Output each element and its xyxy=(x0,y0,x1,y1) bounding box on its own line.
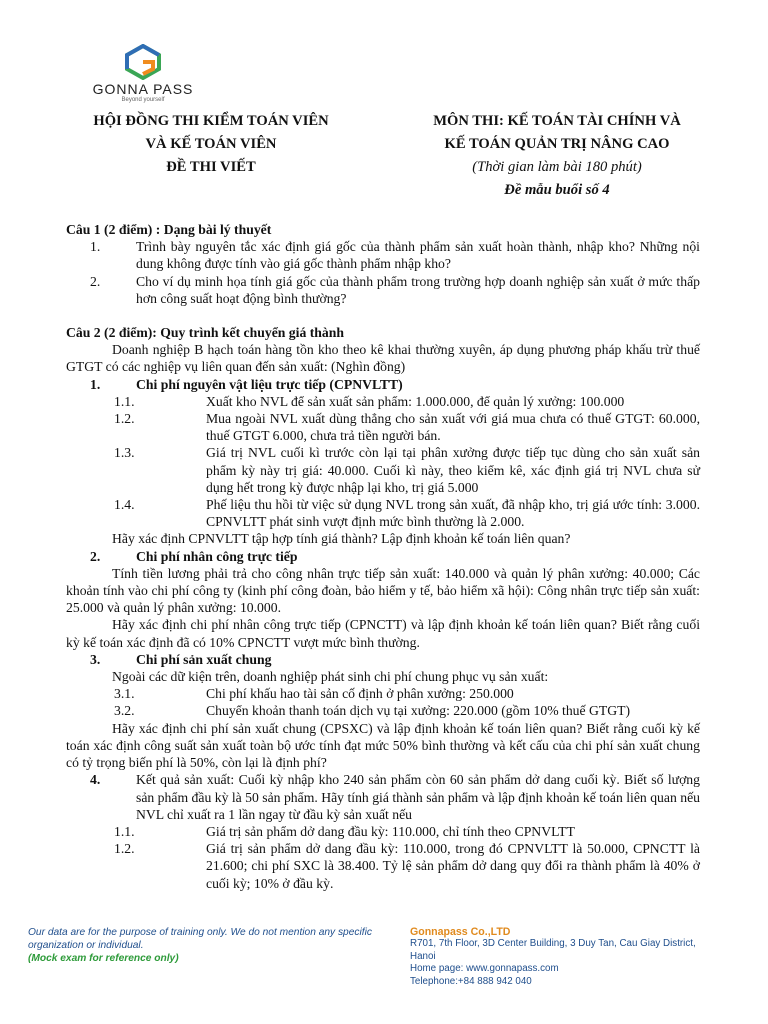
s4-item-text: Giá trị sản phẩm dở dang đầu kỳ: 110.000, trong đó CPNVLTT là 50.000, CPNCTT là 21.600; chi phí SXC là 38.400. Tỷ lệ sản phẩm dở dang quy đổi ra thành phẩm là 40% ở cuối kỳ; 10% ở đầu kỳ. xyxy=(206,841,700,891)
question-1-title: Câu 1 (2 điểm) : Dạng bài lý thuyết xyxy=(66,222,272,237)
s3-paragraph-1: Ngoài các dữ kiện trên, doanh nghiệp phát sinh chi phí chung phục vụ sản xuất: xyxy=(112,669,549,685)
council-title-line2: VÀ KẾ TOÁN VIÊN xyxy=(145,136,277,152)
s4-item-text: Giá trị sản phẩm dở dang đầu kỳ: 110.000, chỉ tính theo CPNVLTT xyxy=(206,823,575,839)
s3-item xyxy=(66,685,700,702)
company-name: Gonnapass Co.,LTD xyxy=(410,926,511,938)
section-title: Chi phí sản xuất chung xyxy=(136,651,272,667)
s4-text: Kết quả sản xuất: Cuối kỳ nhập kho 240 sản phẩm còn 60 sản phẩm dở dang cuối kỳ. Biết số lượng sản phẩm đầu kỳ là 50 sản phẩm. Hãy tính giá thành sản phẩm và lập định khoản kế toán liên quan nếu NVL chỉ xuất ra 1 lần ngay từ đầu kỳ sản xuất nếu xyxy=(136,772,700,822)
brand-name: GONNA PASS xyxy=(92,81,194,97)
s4-item xyxy=(66,840,700,892)
q1-item-number: 2. xyxy=(90,273,101,289)
s1-item xyxy=(66,410,700,444)
s4-item xyxy=(66,823,700,840)
exam-content xyxy=(66,221,700,892)
q1-item-number: 1. xyxy=(90,239,101,255)
s1-question: Hãy xác định CPNVLTT tập hợp tính giá thành? Lập định khoản kế toán liên quan? xyxy=(112,531,571,547)
s1-item-number: 1.2. xyxy=(114,411,135,427)
mock-exam-note: (Mock exam for reference only) xyxy=(28,953,179,964)
s3-item-text: Chuyển khoản thanh toán dịch vụ tại xưởng: 220.000 (gồm 10% thuế GTGT) xyxy=(206,703,631,719)
section-4 xyxy=(66,771,700,823)
subject-title-line2: KẾ TOÁN QUẢN TRỊ NÂNG CAO xyxy=(444,136,670,152)
sample-session: Đề mẫu buổi số 4 xyxy=(504,182,610,198)
section-number: 3. xyxy=(90,651,101,667)
telephone: Telephone:+84 888 942 040 xyxy=(410,975,532,987)
section-2-heading xyxy=(66,548,700,565)
exam-duration: (Thời gian làm bài 180 phút) xyxy=(472,159,642,175)
footer-disclaimer xyxy=(28,926,383,965)
s2-paragraph-2: Hãy xác định chi phí nhân công trực tiếp (CPNCTT) và lập định khoản kế toán liên quan? Biết rằng cuối kỳ kế toán xác định đã có 10% CPNCTT vượt mức bình thường. xyxy=(66,617,700,650)
s3-item-number: 3.2. xyxy=(114,703,135,719)
section-number: 1. xyxy=(90,376,101,392)
s1-item-text: Mua ngoài NVL xuất dùng thẳng cho sản xuất với giá mua chưa có thuế GTGT: 60.000, thuế GTGT 6.000, chưa trả tiền người bán. xyxy=(206,411,700,444)
section-3-heading xyxy=(66,651,700,668)
q1-item-text: Cho ví dụ minh họa tính giá gốc của thành phẩm trong trường hợp doanh nghiệp sản xuất ở mức thấp hơn công suất hoạt động bình thường? xyxy=(136,273,700,306)
s1-item xyxy=(66,393,700,410)
q1-item-2 xyxy=(66,273,700,307)
council-title: HỘI ĐỒNG THI KIỂM TOÁN VIÊN xyxy=(93,113,329,129)
s1-item-number: 1.3. xyxy=(114,445,135,461)
question-2-title: Câu 2 (2 điểm): Quy trình kết chuyển giá thành xyxy=(66,325,344,341)
s4-item-number: 1.1. xyxy=(114,823,135,839)
s2-paragraph-1: Tính tiền lương phải trả cho công nhân trực tiếp sản xuất: 140.000 và quản lý phân xưởng: 40.000; Các khoản tính vào chi phí công ty (kinh phí công đoàn, bảo hiểm y tế, bảo hiểm xã hội): Công nhân trực tiếp sản xuất: 25.000 và quản lý phân xưởng: 10.000. xyxy=(66,565,700,616)
q1-item-1 xyxy=(66,238,700,272)
gonnapass-logo-icon xyxy=(123,44,163,80)
company-address: R701, 7th Floor, 3D Center Building, 3 Duy Tan, Cau Giay District, Hanoi xyxy=(410,938,696,962)
s3-item-number: 3.1. xyxy=(114,686,135,702)
section-title: Chi phí nhân công trực tiếp xyxy=(136,548,298,564)
homepage-link[interactable]: Home page: www.gonnapass.com xyxy=(410,963,559,975)
s1-item xyxy=(66,444,700,496)
section-number: 2. xyxy=(90,548,101,564)
section-title: Chi phí nguyên vật liệu trực tiếp (CPNVLTT) xyxy=(136,376,403,392)
header-left xyxy=(46,110,376,179)
s4-item-number: 1.2. xyxy=(114,841,135,857)
s1-item-text: Phế liệu thu hồi từ việc sử dụng NVL trong sản xuất, đã nhập kho, trị giá ước tính: 3.000. CPNVLTT phát sinh vượt định mức bình thường là 2.000. xyxy=(206,497,700,530)
footer-contact xyxy=(410,926,710,988)
s1-item-number: 1.4. xyxy=(114,497,135,513)
question-2-intro: Doanh nghiệp B hạch toán hàng tồn kho theo kê khai thường xuyên, áp dụng phương pháp khấu trừ thuế GTGT có các nghiệp vụ liên quan đến sản xuất: (Nghìn đồng) xyxy=(66,342,700,375)
subject-title: MÔN THI: KẾ TOÁN TÀI CHÍNH VÀ xyxy=(433,113,681,129)
s1-item-text: Giá trị NVL cuối kì trước còn lại tại phân xưởng được tiếp tục dùng cho sản xuất sản phẩm kỳ này trị giá: 40.000. Cuối kì này, theo kiểm kê, xác định giá trị NVL chưa sử dụng hết trong kỳ được nhập lại kho, trị giá 5.000 xyxy=(206,445,700,495)
s3-item-text: Chi phí khấu hao tài sản cố định ở phân xưởng: 250.000 xyxy=(206,686,514,702)
section-number: 4. xyxy=(90,772,101,788)
s3-item xyxy=(66,702,700,719)
brand-tagline: Beyond yourself xyxy=(121,97,165,103)
disclaimer-text: Our data are for the purpose of training only. We do not mention any specific organization or individual. xyxy=(28,927,372,951)
header-right xyxy=(392,110,722,202)
s1-item-text: Xuất kho NVL để sản xuất sản phẩm: 1.000.000, để quản lý xưởng: 100.000 xyxy=(206,393,625,409)
exam-type: ĐỀ THI VIẾT xyxy=(166,159,256,175)
s1-item-number: 1.1. xyxy=(114,393,135,409)
s1-item xyxy=(66,496,700,530)
q1-item-text: Trình bày nguyên tắc xác định giá gốc của thành phẩm sản xuất hoàn thành, nhập kho? Những nội dung không được tính vào giá gốc thành phẩm nhập kho? xyxy=(136,239,700,272)
company-logo xyxy=(88,44,198,103)
s3-paragraph-2: Hãy xác định chi phí sản xuất chung (CPSXC) và lập định khoản kế toán liên quan? Biết rằng cuối kỳ kế toán xác định công suất sản xuất toàn bộ ước tính đạt mức 50% bình thường và kết cấu của chi phí sản xuất chung có tỷ trọng biến phí là 50%, còn lại là định phí? xyxy=(66,720,700,771)
section-1-heading xyxy=(66,376,700,393)
